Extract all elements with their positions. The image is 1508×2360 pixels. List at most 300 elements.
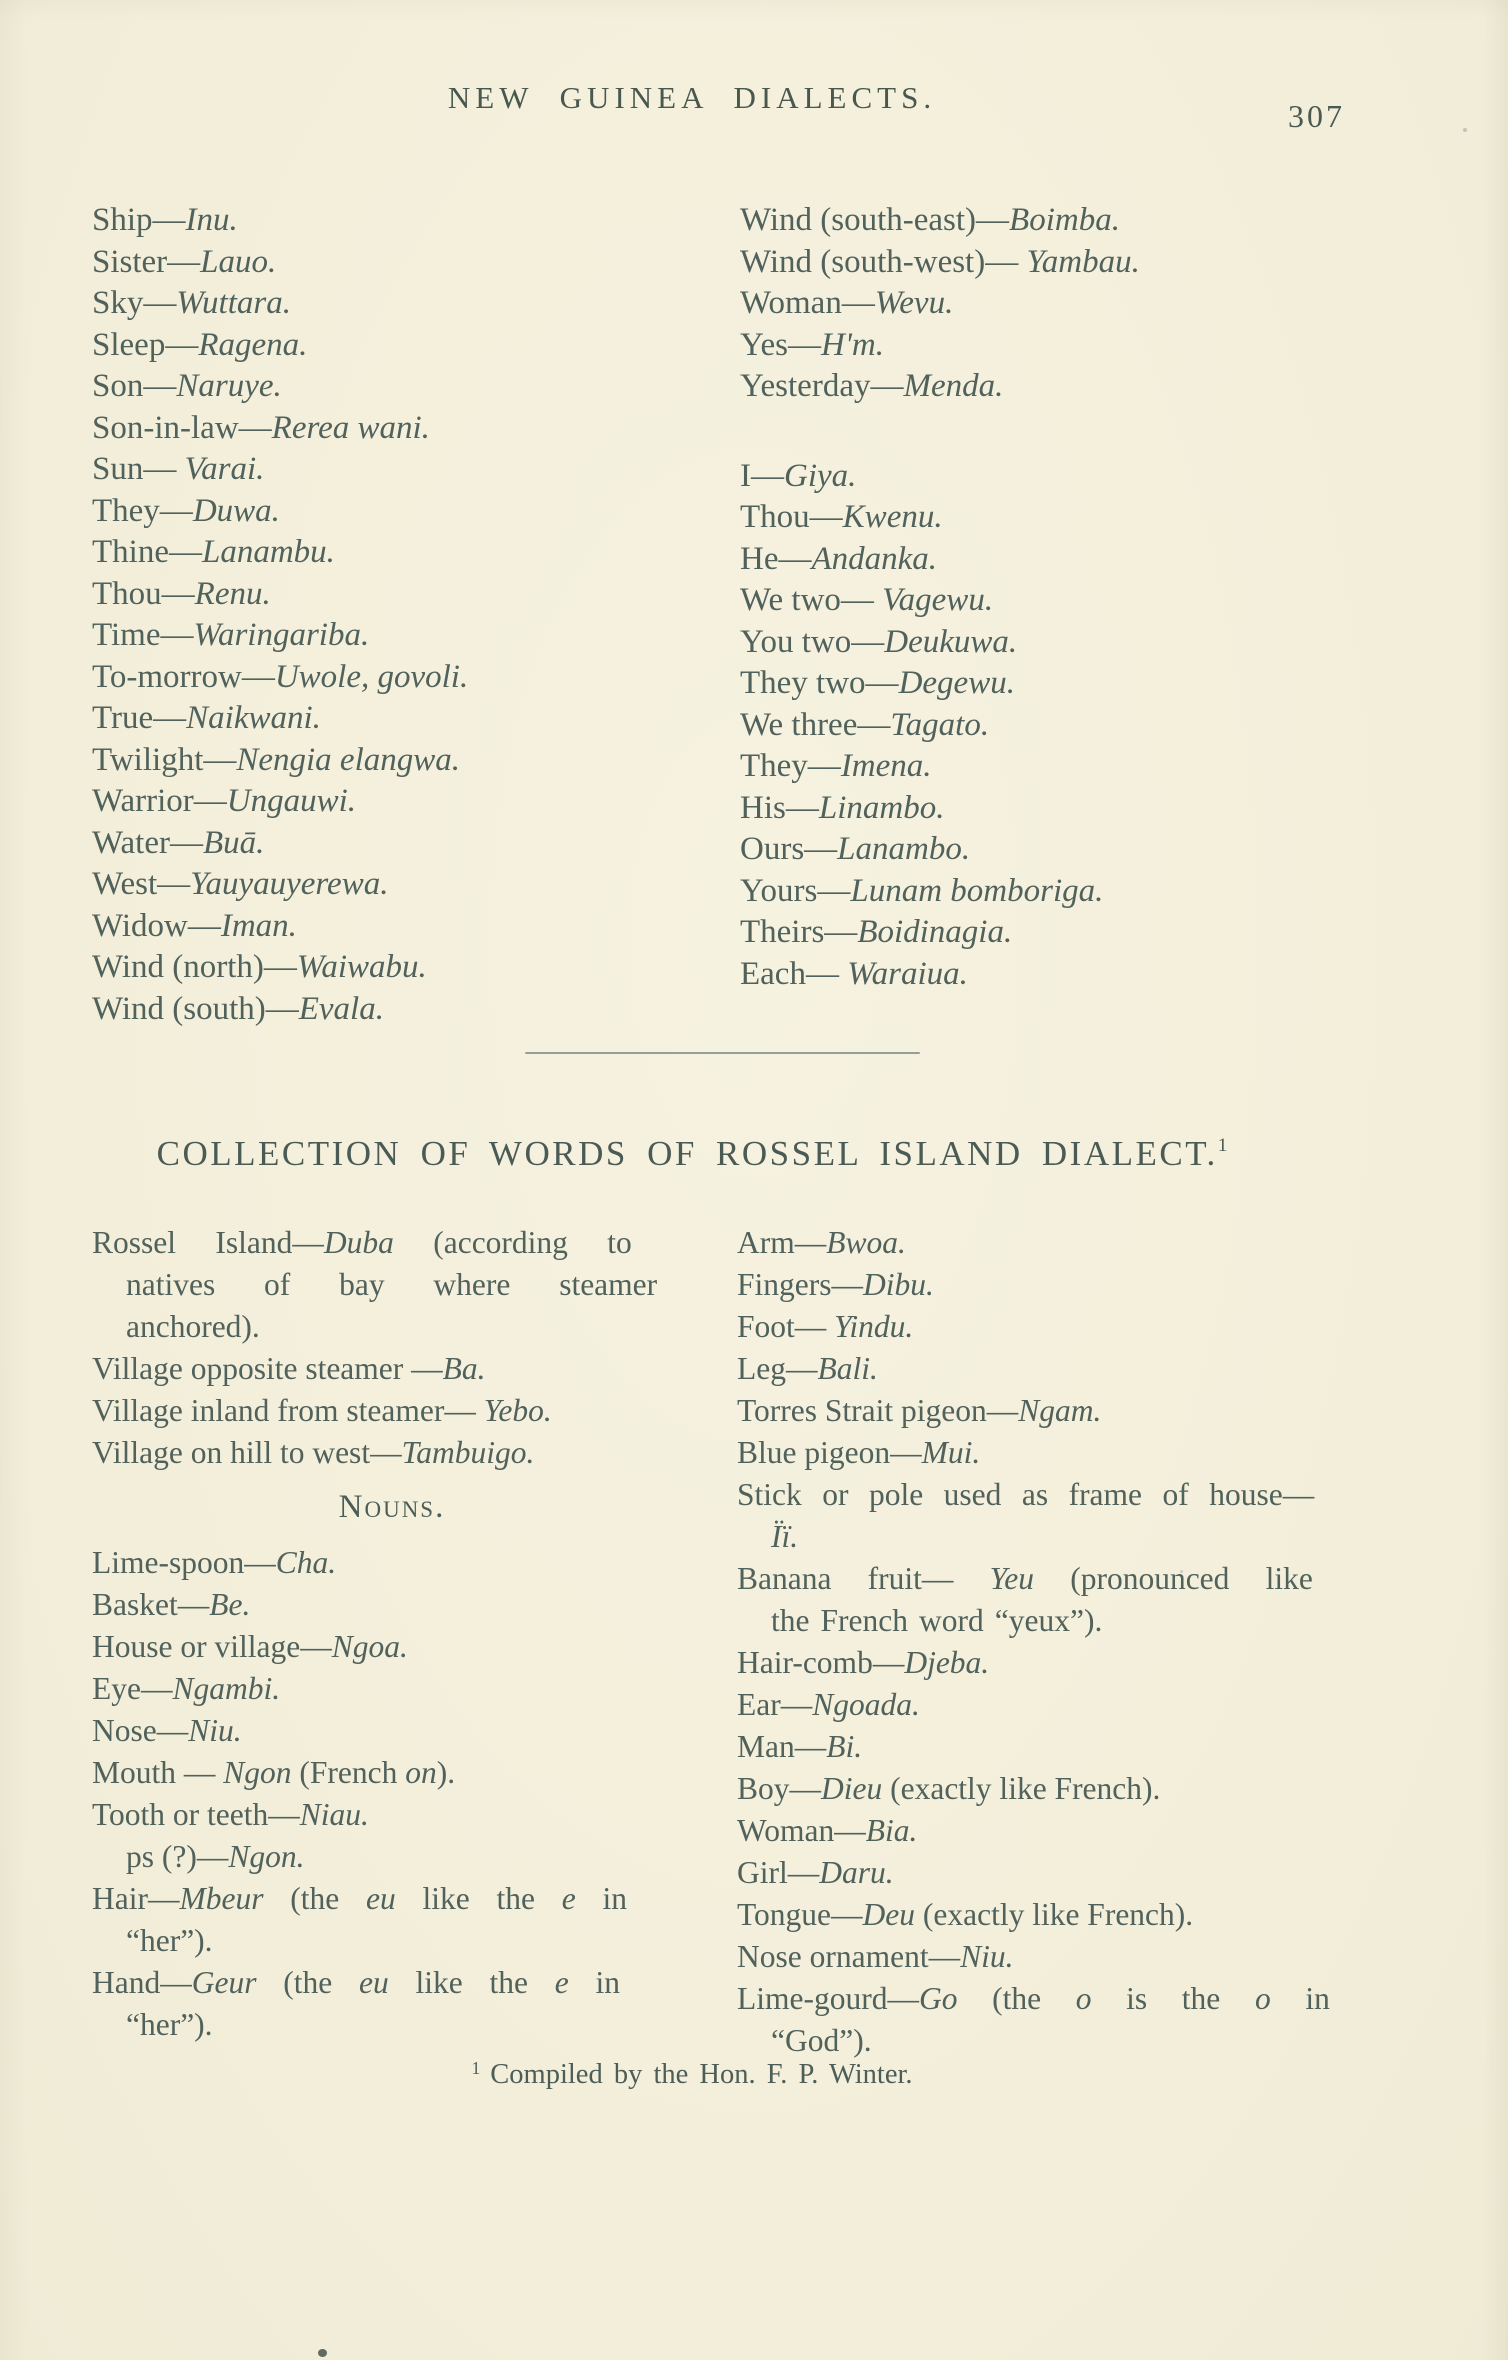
native-word: Yeu bbox=[989, 1561, 1034, 1596]
english-word: True— bbox=[92, 700, 187, 736]
vocab-line bbox=[92, 947, 682, 989]
scan-blemish bbox=[318, 2349, 327, 2357]
vocab-entry bbox=[92, 864, 682, 906]
native-word: Be. bbox=[209, 1587, 251, 1622]
native-word: Daru. bbox=[819, 1855, 894, 1890]
vocab-entry bbox=[737, 1306, 1437, 1348]
vocab-line bbox=[92, 1962, 692, 2004]
vocab-line bbox=[740, 912, 1440, 954]
vocab-line bbox=[740, 663, 1440, 705]
english-word: Hair-comb— bbox=[737, 1645, 905, 1680]
english-word: ps (?)— bbox=[126, 1839, 229, 1874]
english-word: We three— bbox=[740, 706, 891, 743]
english-word: in bbox=[575, 1881, 628, 1916]
vocab-line bbox=[740, 705, 1440, 747]
english-word: Foot— bbox=[737, 1309, 835, 1344]
native-word: Inu. bbox=[185, 202, 238, 238]
english-word: anchored). bbox=[126, 1309, 260, 1344]
english-word: (exactly like French). bbox=[915, 1897, 1194, 1932]
vocab-line bbox=[737, 1264, 1437, 1306]
vocab-line bbox=[737, 1978, 1437, 2020]
rossel-nouns-list bbox=[92, 1542, 692, 2046]
english-word: (French bbox=[291, 1755, 406, 1790]
native-word: on bbox=[405, 1755, 437, 1790]
english-word: (the bbox=[263, 1881, 366, 1916]
vocab-entry bbox=[740, 912, 1440, 954]
english-word: Widow— bbox=[92, 907, 221, 944]
vocab-entry bbox=[92, 491, 682, 533]
vocab-group-wind-words bbox=[740, 200, 1440, 408]
footnote-marker: 1 bbox=[471, 2058, 481, 2078]
english-word: To-morrow— bbox=[92, 658, 275, 695]
vocab-line bbox=[92, 200, 682, 242]
english-word: You two— bbox=[740, 623, 885, 660]
vocab-entry bbox=[740, 325, 1440, 367]
english-word: Sky— bbox=[92, 285, 177, 321]
vocab-entry bbox=[92, 242, 682, 284]
native-word: e bbox=[554, 1965, 569, 2000]
vocab-line bbox=[92, 615, 682, 657]
vocab-column-left bbox=[92, 200, 682, 1030]
vocab-entry bbox=[92, 449, 682, 491]
english-word: Village opposite steamer — bbox=[92, 1351, 443, 1386]
native-word: Djeba. bbox=[904, 1645, 990, 1680]
vocab-line bbox=[92, 532, 682, 574]
vocab-entry bbox=[740, 622, 1440, 664]
vocab-entry bbox=[92, 325, 682, 367]
vocab-entry bbox=[737, 1852, 1437, 1894]
vocab-entry bbox=[92, 283, 682, 325]
native-word: Duwa. bbox=[192, 492, 280, 529]
english-word: “her”). bbox=[126, 2007, 213, 2042]
vocab-entry bbox=[737, 1348, 1437, 1390]
english-word: Banana fruit— bbox=[737, 1561, 990, 1596]
vocab-line bbox=[737, 1348, 1437, 1390]
vocab-line bbox=[737, 1936, 1437, 1978]
native-word: Lunam bomboriga. bbox=[850, 872, 1104, 909]
vocab-line bbox=[737, 1516, 1437, 1558]
native-word: Renu. bbox=[194, 575, 271, 612]
native-word: Mbeur bbox=[179, 1881, 264, 1916]
native-word: Ragena. bbox=[198, 326, 308, 363]
vocab-entry bbox=[92, 1584, 692, 1626]
native-word: Waringariba. bbox=[193, 617, 370, 653]
vocab-line bbox=[92, 1348, 692, 1390]
vocab-entry bbox=[737, 1222, 1437, 1264]
vocab-line bbox=[92, 449, 682, 491]
vocab-line bbox=[92, 1710, 692, 1752]
vocab-entry bbox=[740, 829, 1440, 871]
english-word: Wind (north)— bbox=[92, 949, 297, 985]
vocab-column-right bbox=[740, 200, 1440, 995]
vocab-line bbox=[737, 1306, 1437, 1348]
section-heading-text: COLLECTION OF WORDS OF ROSSEL ISLAND DIALECT. bbox=[156, 1134, 1218, 1173]
native-word: Cha. bbox=[275, 1545, 337, 1580]
english-word: ). bbox=[436, 1755, 456, 1790]
english-word: Water— bbox=[92, 824, 203, 861]
english-word: Torres Strait pigeon— bbox=[737, 1393, 1019, 1428]
vocab-entry bbox=[737, 1642, 1437, 1684]
english-word: Wind (south)— bbox=[92, 990, 299, 1027]
vocab-line bbox=[740, 539, 1440, 581]
native-word: Geur bbox=[191, 1965, 257, 2000]
native-word: Naruye. bbox=[176, 368, 282, 404]
native-word: Tambuigo. bbox=[401, 1435, 535, 1470]
vocab-entry bbox=[737, 1474, 1437, 1558]
english-word: the French word “yeux”). bbox=[771, 1603, 1103, 1638]
section-heading bbox=[0, 1134, 1384, 1174]
vocab-entry bbox=[92, 200, 682, 242]
english-word: Tongue— bbox=[737, 1897, 863, 1932]
vocab-line bbox=[92, 1794, 692, 1836]
vocab-line bbox=[92, 1836, 692, 1878]
native-word: Giya. bbox=[784, 457, 857, 494]
native-word: Wevu. bbox=[874, 285, 954, 321]
vocab-entry bbox=[92, 1542, 692, 1584]
english-word: like the bbox=[395, 1881, 562, 1916]
vocab-entry bbox=[737, 1978, 1437, 2062]
native-word: Ngoa. bbox=[331, 1629, 408, 1664]
vocab-line bbox=[740, 622, 1440, 664]
vocab-entry bbox=[737, 1726, 1437, 1768]
vocab-entry bbox=[740, 954, 1440, 996]
native-word: Tagato. bbox=[890, 706, 990, 743]
native-word: Uwole, govoli. bbox=[274, 658, 469, 695]
native-word: Ngambi. bbox=[172, 1671, 281, 1706]
english-word: Village inland from steamer— bbox=[92, 1393, 484, 1428]
english-word: Ours— bbox=[740, 831, 838, 867]
native-word: Mui. bbox=[921, 1435, 981, 1470]
vocab-entry bbox=[92, 366, 682, 408]
vocab-entry bbox=[92, 1668, 692, 1710]
vocab-entry bbox=[92, 823, 682, 865]
vocab-line bbox=[92, 242, 682, 284]
vocab-line bbox=[740, 283, 1440, 325]
native-word: Iman. bbox=[220, 907, 297, 944]
english-word: Thou— bbox=[740, 499, 843, 535]
native-word: Yebo. bbox=[483, 1393, 552, 1428]
vocab-entry bbox=[740, 497, 1440, 539]
vocab-entry bbox=[740, 788, 1440, 830]
native-word: Bwoa. bbox=[826, 1225, 906, 1260]
native-word: eu bbox=[359, 1965, 389, 2000]
english-word: Each— bbox=[740, 955, 848, 992]
vocab-line bbox=[92, 574, 682, 616]
english-word: Lime-gourd— bbox=[737, 1981, 919, 2016]
vocab-entry bbox=[92, 1348, 692, 1390]
english-word: like the bbox=[388, 1965, 555, 2000]
english-word: Fingers— bbox=[737, 1267, 863, 1302]
english-word: They— bbox=[740, 748, 841, 784]
native-word: o bbox=[1254, 1981, 1271, 2016]
vocab-entry bbox=[740, 366, 1440, 408]
vocab-line bbox=[740, 497, 1440, 539]
english-word: Rossel Island— bbox=[92, 1225, 324, 1260]
vocab-entry bbox=[740, 663, 1440, 705]
vocab-line bbox=[92, 1752, 692, 1794]
vocab-line bbox=[92, 325, 682, 367]
scan-blemish bbox=[1463, 128, 1467, 132]
english-word: (according to bbox=[393, 1225, 632, 1260]
vocab-line bbox=[737, 1558, 1437, 1600]
vocab-entry bbox=[92, 1626, 692, 1668]
native-word: Kwenu. bbox=[842, 499, 943, 535]
rossel-column-left bbox=[92, 1222, 692, 2046]
native-word: Wuttara. bbox=[176, 285, 291, 321]
english-word: Hand— bbox=[92, 1965, 192, 2000]
english-word: (exactly like French). bbox=[882, 1771, 1161, 1806]
vocab-entry bbox=[92, 1962, 692, 2046]
vocab-line bbox=[92, 864, 682, 906]
english-word: Time— bbox=[92, 617, 194, 653]
vocab-entry bbox=[92, 781, 682, 823]
scan-blemish bbox=[1180, 1570, 1183, 1573]
vocab-line bbox=[740, 325, 1440, 367]
native-word: Linambo. bbox=[818, 789, 945, 826]
native-word: Deukuwa. bbox=[884, 623, 1018, 660]
vocab-line bbox=[740, 954, 1440, 996]
native-word: Duba bbox=[323, 1225, 394, 1260]
vocab-line bbox=[92, 1920, 692, 1962]
english-word: (the bbox=[957, 1981, 1076, 2016]
vocab-entry bbox=[740, 242, 1440, 284]
english-word: in bbox=[568, 1965, 621, 2000]
vocab-entry bbox=[92, 740, 682, 782]
english-word: natives of bay where steamer bbox=[126, 1267, 658, 1302]
vocab-line bbox=[737, 1768, 1437, 1810]
english-word: Leg— bbox=[737, 1351, 818, 1386]
native-word: Boidinagia. bbox=[857, 914, 1013, 950]
vocab-entry bbox=[92, 947, 682, 989]
vocab-line bbox=[740, 242, 1440, 284]
native-word: Vagewu. bbox=[882, 582, 994, 618]
native-word: Niu. bbox=[188, 1713, 242, 1748]
english-word: We two— bbox=[740, 582, 883, 618]
vocab-line bbox=[737, 1684, 1437, 1726]
rossel-column-right bbox=[737, 1222, 1437, 2062]
vocab-entry bbox=[92, 1222, 692, 1348]
vocab-line bbox=[92, 1222, 692, 1264]
vocab-entry bbox=[737, 1768, 1437, 1810]
vocab-entry bbox=[92, 698, 682, 740]
vocab-line bbox=[737, 1894, 1437, 1936]
english-word: Arm— bbox=[737, 1225, 827, 1260]
english-word: Hair— bbox=[92, 1881, 180, 1916]
english-word: Thou— bbox=[92, 575, 195, 612]
english-word: Boy— bbox=[737, 1771, 822, 1806]
native-word: Nengia elangwa. bbox=[236, 741, 461, 778]
native-word: Yambau. bbox=[1026, 243, 1140, 280]
english-word: Nose ornament— bbox=[737, 1939, 961, 1974]
vocab-entry bbox=[737, 1264, 1437, 1306]
vocab-entry bbox=[92, 1836, 692, 1878]
native-word: Ungauwi. bbox=[226, 783, 357, 819]
vocab-line bbox=[740, 829, 1440, 871]
vocab-line bbox=[737, 1642, 1437, 1684]
english-word: Son-in-law— bbox=[92, 409, 272, 446]
native-word: Lanambu. bbox=[201, 534, 335, 570]
native-word: H'm. bbox=[821, 326, 885, 363]
english-word: Eye— bbox=[92, 1671, 173, 1706]
vocab-line bbox=[737, 1852, 1437, 1894]
english-word: Warrior— bbox=[92, 783, 227, 819]
vocab-line bbox=[92, 823, 682, 865]
english-word: Yours— bbox=[740, 872, 851, 909]
english-word: Thine— bbox=[92, 534, 202, 570]
vocab-line bbox=[92, 1306, 692, 1348]
vocab-line bbox=[740, 746, 1440, 788]
native-word: Waraiua. bbox=[847, 955, 968, 992]
native-word: Dibu. bbox=[863, 1267, 934, 1302]
vocab-line bbox=[737, 2020, 1437, 2062]
english-word: His— bbox=[740, 789, 819, 826]
english-word: Basket— bbox=[92, 1587, 210, 1622]
native-word: e bbox=[561, 1881, 576, 1916]
vocab-line bbox=[92, 1584, 692, 1626]
english-word: I— bbox=[740, 457, 784, 494]
vocab-entry bbox=[737, 1390, 1437, 1432]
vocab-line bbox=[740, 200, 1440, 242]
english-word: Theirs— bbox=[740, 914, 858, 950]
english-word: Ear— bbox=[737, 1687, 813, 1722]
english-word: Son— bbox=[92, 368, 177, 404]
vocab-line bbox=[92, 1264, 692, 1306]
vocab-line bbox=[92, 1626, 692, 1668]
english-word: is the bbox=[1091, 1981, 1255, 2016]
vocab-entry bbox=[740, 539, 1440, 581]
vocab-entry bbox=[92, 1390, 692, 1432]
vocab-entry bbox=[740, 456, 1440, 498]
english-word: Lime-spoon— bbox=[92, 1545, 276, 1580]
english-word: Sun— bbox=[92, 451, 185, 487]
english-word: Yesterday— bbox=[740, 368, 904, 404]
vocab-entry bbox=[740, 871, 1440, 913]
vocab-entry bbox=[92, 906, 682, 948]
native-word: Niau. bbox=[299, 1797, 369, 1832]
english-word: Sleep— bbox=[92, 326, 199, 363]
english-word: House or village— bbox=[92, 1629, 332, 1664]
vocab-line bbox=[92, 906, 682, 948]
vocab-line bbox=[740, 366, 1440, 408]
section-divider-rule bbox=[525, 1052, 920, 1054]
english-word: Mouth — bbox=[92, 1755, 224, 1790]
vocab-entry bbox=[737, 1894, 1437, 1936]
native-word: Niu. bbox=[960, 1939, 1014, 1974]
native-word: Andanka. bbox=[811, 540, 938, 577]
vocab-line bbox=[92, 989, 682, 1031]
vocab-line bbox=[92, 781, 682, 823]
native-word: Boimba. bbox=[1009, 202, 1120, 238]
english-word: “God”). bbox=[771, 2023, 872, 2058]
rossel-intro-list bbox=[92, 1222, 692, 1474]
english-word: “her”). bbox=[126, 1923, 213, 1958]
vocab-line bbox=[737, 1726, 1437, 1768]
vocab-entry bbox=[737, 1684, 1437, 1726]
vocab-line bbox=[737, 1810, 1437, 1852]
native-word: Imena. bbox=[840, 748, 932, 784]
vocab-line bbox=[92, 491, 682, 533]
vocab-entry bbox=[737, 1810, 1437, 1852]
native-word: Menda. bbox=[903, 368, 1004, 404]
vocab-entry bbox=[740, 283, 1440, 325]
english-word: Wind (south-east)— bbox=[740, 202, 1010, 238]
vocab-entry bbox=[92, 1794, 692, 1836]
page-number: 307 bbox=[1288, 98, 1345, 134]
english-word: West— bbox=[92, 866, 191, 902]
vocab-group-pronouns bbox=[740, 456, 1440, 996]
vocab-line bbox=[92, 698, 682, 740]
vocab-entry bbox=[740, 580, 1440, 622]
english-word: Blue pigeon— bbox=[737, 1435, 922, 1470]
vocab-line bbox=[740, 871, 1440, 913]
english-word: in bbox=[1270, 1981, 1330, 2016]
vocab-line bbox=[92, 740, 682, 782]
nouns-subheading: Nouns. bbox=[338, 1489, 446, 1525]
english-word: Sister— bbox=[92, 243, 201, 280]
native-word: Evala. bbox=[298, 990, 384, 1027]
native-word: Degewu. bbox=[898, 665, 1015, 701]
english-word: Girl— bbox=[737, 1855, 820, 1890]
vocab-entry bbox=[737, 1432, 1437, 1474]
native-word: Waiwabu. bbox=[296, 949, 427, 985]
native-word: Buā. bbox=[202, 824, 265, 861]
english-word: (pronounced like bbox=[1034, 1561, 1313, 1596]
running-head-title: NEW GUINEA DIALECTS. bbox=[447, 80, 937, 115]
vocab-entry bbox=[92, 1752, 692, 1794]
vocab-entry bbox=[92, 989, 682, 1031]
native-word: Ba. bbox=[442, 1351, 486, 1386]
vocab-entry bbox=[92, 532, 682, 574]
vocab-line bbox=[92, 1668, 692, 1710]
vocab-entry bbox=[740, 200, 1440, 242]
native-word: Naikwani. bbox=[186, 700, 321, 736]
native-word: Varai. bbox=[184, 451, 265, 487]
english-word: Wind (south-west)— bbox=[740, 243, 1027, 280]
english-word: Woman— bbox=[737, 1813, 866, 1848]
vocab-entry bbox=[737, 1936, 1437, 1978]
footnote bbox=[0, 2058, 1384, 2091]
vocab-line bbox=[92, 1432, 692, 1474]
vocab-entry bbox=[740, 746, 1440, 788]
vocab-line bbox=[740, 580, 1440, 622]
native-word: Ïï. bbox=[771, 1519, 799, 1554]
english-word: They— bbox=[92, 492, 193, 529]
vocab-line bbox=[737, 1432, 1437, 1474]
group-gap bbox=[740, 408, 1440, 456]
native-word: Bia. bbox=[865, 1813, 918, 1848]
vocab-line bbox=[737, 1474, 1437, 1516]
native-word: Dieu bbox=[821, 1771, 883, 1806]
english-word: Yes— bbox=[740, 326, 822, 363]
vocab-line bbox=[92, 657, 682, 699]
native-word: Ngoada. bbox=[812, 1687, 920, 1722]
vocab-entry bbox=[92, 657, 682, 699]
native-word: Rerea wani. bbox=[271, 409, 430, 446]
vocab-line bbox=[737, 1222, 1437, 1264]
english-word: Man— bbox=[737, 1729, 827, 1764]
vocab-line bbox=[92, 283, 682, 325]
vocab-line bbox=[92, 2004, 692, 2046]
native-word: Deu bbox=[862, 1897, 916, 1932]
english-word: Nose— bbox=[92, 1713, 189, 1748]
english-word: Tooth or teeth— bbox=[92, 1797, 300, 1832]
native-word: Ngon. bbox=[228, 1839, 305, 1874]
footnote-reference-marker: 1 bbox=[1217, 1135, 1228, 1156]
native-word: Go bbox=[918, 1981, 958, 2016]
english-word: (the bbox=[256, 1965, 360, 2000]
english-word: Ship— bbox=[92, 202, 186, 238]
vocab-line bbox=[92, 1390, 692, 1432]
